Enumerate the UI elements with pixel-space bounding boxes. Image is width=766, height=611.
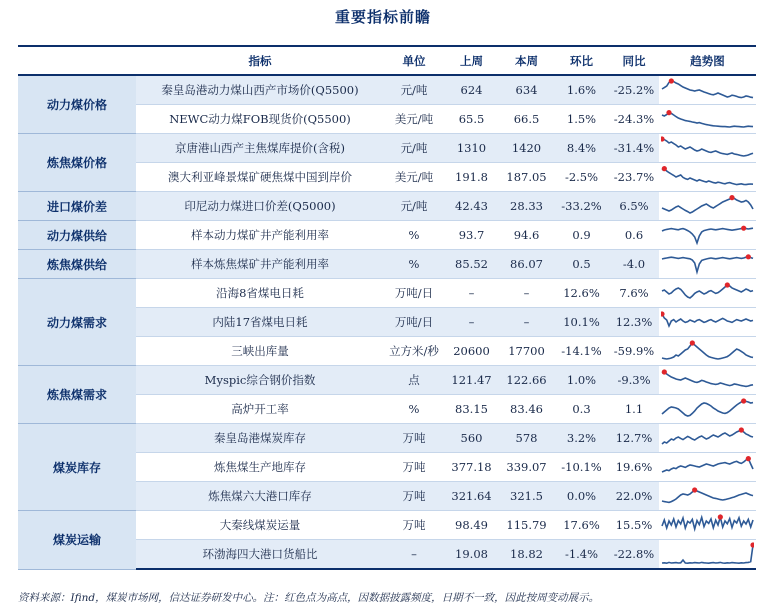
indicator-cell: 澳大利亚峰景煤矿硬焦煤中国到岸价: [136, 163, 384, 192]
trend-line: [662, 198, 753, 213]
trend-sparkline: [661, 251, 754, 277]
page-title: 重要指标前瞻: [334, 8, 431, 26]
indicator-cell: 样本炼焦煤矿井产能利用率: [136, 250, 384, 279]
trend-line: [662, 285, 753, 298]
trend-sparkline: [661, 541, 754, 567]
trend-line: [662, 343, 753, 359]
trend-sparkline: [661, 280, 754, 306]
unit-cell: 美元/吨: [384, 105, 444, 134]
yoy-cell: -25.2%: [609, 75, 659, 105]
trend-cell: [659, 221, 756, 250]
indicator-table: [18, 45, 756, 572]
trend-line: [662, 81, 753, 98]
wow-cell: 0.0%: [554, 482, 609, 511]
indicator-cell: 京唐港山西产主焦煤库提价(含税): [136, 134, 384, 163]
wow-cell: 8.4%: [554, 134, 609, 163]
trend-line: [662, 139, 753, 156]
indicator-cell: 炼焦煤生产地库存: [136, 453, 384, 482]
table-row: [18, 366, 756, 395]
trend-line: [662, 372, 753, 386]
trend-peak-dot: [662, 369, 667, 374]
trend-sparkline: [661, 164, 754, 190]
wow-cell: 0.9: [554, 221, 609, 250]
trend-line: [662, 169, 753, 185]
yoy-cell: 19.6%: [609, 453, 659, 482]
trend-sparkline: [661, 135, 754, 161]
trend-line: [662, 314, 753, 326]
prev-week-cell: 121.47: [444, 366, 499, 395]
wow-cell: 0.5: [554, 250, 609, 279]
this-week-cell: 122.66: [499, 366, 554, 395]
category-cell: 煤炭运输: [18, 511, 136, 570]
table-body: [18, 75, 756, 569]
header-prev-week: 上周: [444, 46, 499, 75]
unit-cell: 美元/吨: [384, 163, 444, 192]
prev-week-cell: 98.49: [444, 511, 499, 540]
trend-sparkline: [661, 483, 754, 509]
trend-peak-dot: [741, 226, 746, 231]
trend-cell: [659, 482, 756, 511]
indicator-cell: 大秦线煤炭运量: [136, 511, 384, 540]
this-week-cell: 321.5: [499, 482, 554, 511]
trend-peak-dot: [725, 282, 730, 287]
trend-peak-dot: [746, 254, 751, 259]
unit-cell: 万吨/日: [384, 279, 444, 308]
trend-peak-dot: [690, 340, 695, 345]
indicator-cell: 环渤海四大港口货船比: [136, 540, 384, 570]
trend-sparkline: [661, 512, 754, 538]
prev-week-cell: 42.43: [444, 192, 499, 221]
prev-week-cell: 65.5: [444, 105, 499, 134]
wow-cell: 10.1%: [554, 308, 609, 337]
header-indicator: 指标: [136, 46, 384, 75]
trend-line: [662, 228, 753, 243]
wow-cell: 12.6%: [554, 279, 609, 308]
this-week-cell: 94.6: [499, 221, 554, 250]
prev-week-cell: 85.52: [444, 250, 499, 279]
indicator-cell: 三峡出库量: [136, 337, 384, 366]
category-cell: 动力煤供给: [18, 221, 136, 250]
this-week-cell: 1420: [499, 134, 554, 163]
prev-week-cell: 321.64: [444, 482, 499, 511]
wow-cell: -14.1%: [554, 337, 609, 366]
yoy-cell: -59.9%: [609, 337, 659, 366]
prev-week-cell: 624: [444, 75, 499, 105]
wow-cell: 1.5%: [554, 105, 609, 134]
source-note: 资料来源：Ifind，煤炭市场网，信达证券研发中心。注：红色点为高点，因数据披露频度，日期不一致，因此按周变动展示。: [18, 592, 600, 604]
trend-peak-dot: [661, 311, 665, 316]
wow-cell: 0.3: [554, 395, 609, 424]
trend-line: [662, 113, 753, 127]
this-week-cell: 187.05: [499, 163, 554, 192]
indicator-cell: 秦皇岛港动力煤山西产市场价(Q5500): [136, 75, 384, 105]
yoy-cell: 15.5%: [609, 511, 659, 540]
this-week-cell: 86.07: [499, 250, 554, 279]
trend-cell: [659, 366, 756, 395]
category-cell: 动力煤价格: [18, 75, 136, 134]
category-cell: 炼焦煤供给: [18, 250, 136, 279]
trend-cell: [659, 540, 756, 570]
prev-week-cell: –: [444, 308, 499, 337]
yoy-cell: 1.1: [609, 395, 659, 424]
this-week-cell: 17700: [499, 337, 554, 366]
trend-cell: [659, 192, 756, 221]
header-category: [18, 46, 136, 75]
yoy-cell: 0.6: [609, 221, 659, 250]
category-cell: 进口煤价差: [18, 192, 136, 221]
prev-week-cell: 1310: [444, 134, 499, 163]
trend-peak-dot: [692, 487, 697, 492]
yoy-cell: -22.8%: [609, 540, 659, 570]
unit-cell: %: [384, 250, 444, 279]
header-yoy: 同比: [609, 46, 659, 75]
indicator-cell: 高炉开工率: [136, 395, 384, 424]
trend-sparkline: [661, 77, 754, 103]
prev-week-cell: 93.7: [444, 221, 499, 250]
category-cell: 炼焦煤需求: [18, 366, 136, 424]
table-row: [18, 221, 756, 250]
trend-cell: [659, 105, 756, 134]
trend-line: [662, 401, 753, 416]
wow-cell: -1.4%: [554, 540, 609, 570]
trend-cell: [659, 308, 756, 337]
trend-cell: [659, 424, 756, 453]
this-week-cell: –: [499, 308, 554, 337]
trend-sparkline: [661, 338, 754, 364]
wow-cell: -2.5%: [554, 163, 609, 192]
indicator-cell: 印尼动力煤进口价差(Q5000): [136, 192, 384, 221]
trend-line: [662, 545, 753, 563]
trend-peak-dot: [746, 456, 751, 461]
trend-peak-dot: [741, 398, 746, 403]
category-cell: 煤炭库存: [18, 424, 136, 511]
wow-cell: 3.2%: [554, 424, 609, 453]
indicator-cell: Myspic综合钢价指数: [136, 366, 384, 395]
unit-cell: 元/吨: [384, 75, 444, 105]
table-row: [18, 75, 756, 105]
trend-sparkline: [661, 222, 754, 248]
this-week-cell: –: [499, 279, 554, 308]
trend-line: [662, 490, 753, 502]
indicator-cell: 秦皇岛港煤炭库存: [136, 424, 384, 453]
yoy-cell: -4.0: [609, 250, 659, 279]
prev-week-cell: 377.18: [444, 453, 499, 482]
trend-cell: [659, 250, 756, 279]
trend-peak-dot: [662, 166, 667, 171]
trend-sparkline: [661, 454, 754, 480]
header-unit: 单位: [384, 46, 444, 75]
trend-peak-dot: [661, 136, 665, 141]
prev-week-cell: 83.15: [444, 395, 499, 424]
trend-cell: [659, 75, 756, 105]
trend-peak-dot: [750, 542, 754, 547]
wow-cell: 17.6%: [554, 511, 609, 540]
category-cell: 动力煤需求: [18, 279, 136, 366]
unit-cell: 万吨: [384, 511, 444, 540]
trend-line: [662, 459, 753, 472]
prev-week-cell: –: [444, 279, 499, 308]
trend-sparkline: [661, 425, 754, 451]
indicator-cell: 炼焦煤六大港口库存: [136, 482, 384, 511]
trend-line: [662, 257, 753, 272]
this-week-cell: 339.07: [499, 453, 554, 482]
yoy-cell: 12.3%: [609, 308, 659, 337]
yoy-cell: 7.6%: [609, 279, 659, 308]
this-week-cell: 18.82: [499, 540, 554, 570]
unit-cell: 万吨: [384, 424, 444, 453]
wow-cell: -10.1%: [554, 453, 609, 482]
trend-peak-dot: [729, 195, 734, 200]
trend-cell: [659, 163, 756, 192]
this-week-cell: 66.5: [499, 105, 554, 134]
prev-week-cell: 560: [444, 424, 499, 453]
table-row: [18, 511, 756, 540]
trend-line: [662, 517, 753, 529]
yoy-cell: 12.7%: [609, 424, 659, 453]
this-week-cell: 115.79: [499, 511, 554, 540]
this-week-cell: 634: [499, 75, 554, 105]
wow-cell: -33.2%: [554, 192, 609, 221]
trend-peak-dot: [739, 427, 744, 432]
unit-cell: 万吨: [384, 453, 444, 482]
trend-cell: [659, 134, 756, 163]
trend-cell: [659, 511, 756, 540]
table-row: [18, 192, 756, 221]
unit-cell: 万吨: [384, 482, 444, 511]
trend-cell: [659, 337, 756, 366]
unit-cell: %: [384, 395, 444, 424]
unit-cell: 立方米/秒: [384, 337, 444, 366]
table-row: [18, 250, 756, 279]
this-week-cell: 83.46: [499, 395, 554, 424]
table-header-row: [18, 46, 756, 75]
header-wow: 环比: [554, 46, 609, 75]
table-row: [18, 424, 756, 453]
unit-cell: %: [384, 221, 444, 250]
wow-cell: 1.6%: [554, 75, 609, 105]
header-this-week: 本周: [499, 46, 554, 75]
header-trend: 趋势图: [659, 46, 756, 75]
yoy-cell: 22.0%: [609, 482, 659, 511]
trend-cell: [659, 395, 756, 424]
unit-cell: 元/吨: [384, 192, 444, 221]
prev-week-cell: 191.8: [444, 163, 499, 192]
unit-cell: 元/吨: [384, 134, 444, 163]
prev-week-cell: 19.08: [444, 540, 499, 570]
category-cell: 炼焦煤价格: [18, 134, 136, 192]
yoy-cell: -9.3%: [609, 366, 659, 395]
trend-sparkline: [661, 106, 754, 132]
yoy-cell: 6.5%: [609, 192, 659, 221]
this-week-cell: 28.33: [499, 192, 554, 221]
table-row: [18, 134, 756, 163]
indicator-cell: NEWC动力煤FOB现货价(Q5500): [136, 105, 384, 134]
trend-line: [662, 430, 753, 444]
indicator-cell: 沿海8省煤电日耗: [136, 279, 384, 308]
table-row: [18, 279, 756, 308]
trend-peak-dot: [718, 514, 723, 519]
trend-sparkline: [661, 367, 754, 393]
trend-sparkline: [661, 309, 754, 335]
yoy-cell: -23.7%: [609, 163, 659, 192]
this-week-cell: 578: [499, 424, 554, 453]
trend-sparkline: [661, 396, 754, 422]
trend-peak-dot: [666, 110, 671, 115]
yoy-cell: -31.4%: [609, 134, 659, 163]
indicator-cell: 样本动力煤矿井产能利用率: [136, 221, 384, 250]
unit-cell: –: [384, 540, 444, 570]
trend-cell: [659, 279, 756, 308]
unit-cell: 万吨/日: [384, 308, 444, 337]
trend-peak-dot: [669, 78, 674, 83]
unit-cell: 点: [384, 366, 444, 395]
indicator-cell: 内陆17省煤电日耗: [136, 308, 384, 337]
trend-cell: [659, 453, 756, 482]
trend-sparkline: [661, 193, 754, 219]
yoy-cell: -24.3%: [609, 105, 659, 134]
wow-cell: 1.0%: [554, 366, 609, 395]
prev-week-cell: 20600: [444, 337, 499, 366]
